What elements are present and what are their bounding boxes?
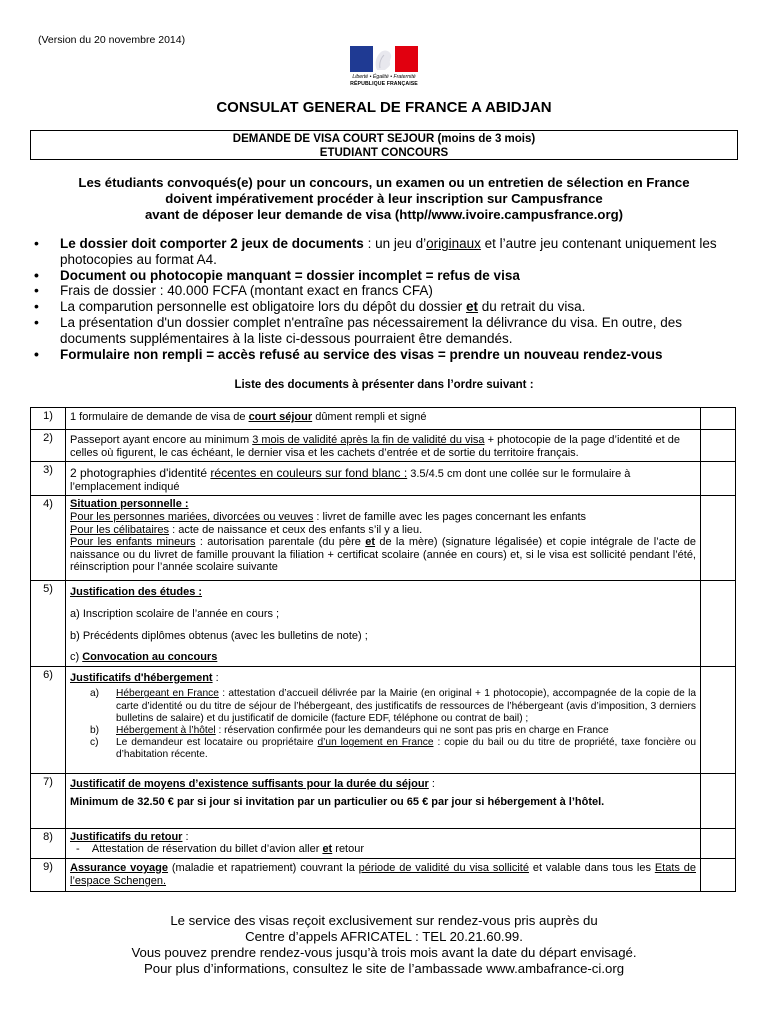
bullet-dossier-underline: originaux	[426, 236, 481, 251]
row-content	[66, 430, 701, 462]
row4-married-label: Pour les personnes mariées, divorcées ou veuves	[70, 510, 314, 523]
check-cell	[701, 773, 736, 828]
footer-line4: Pour plus d’informations, consultez le site de l’ambassade www.ambafrance-ci.org	[143, 961, 625, 976]
intro-line3: avant de déposer leur demande de visa (http//www.ivoire.campusfrance.org)	[144, 206, 624, 222]
check-cell	[701, 858, 736, 891]
row6-sublist	[70, 688, 696, 761]
check-cell	[701, 430, 736, 462]
bullet-comparution	[34, 299, 738, 315]
logo-republic: RÉPUBLIQUE FRANÇAISE	[350, 81, 418, 87]
row6-a-marker: a)	[90, 688, 100, 700]
list-item	[90, 737, 696, 761]
row7-title-colon: :	[428, 777, 435, 790]
row4-minor-et: et	[365, 536, 376, 549]
row8-et: et	[322, 843, 333, 856]
row-number: 6)	[31, 666, 66, 773]
list-item	[90, 725, 696, 737]
row-content	[66, 828, 701, 858]
footer-line1: Le service des visas reçoit exclusivement sur rendez-vous pris auprès du	[170, 913, 598, 928]
row6-c-marker: c)	[90, 737, 99, 749]
row6-b-marker: b)	[90, 724, 100, 736]
row1-text-b: dûment rempli et signé	[312, 411, 427, 423]
row-number: 7)	[31, 773, 66, 828]
row1-text-a: 1 formulaire de demande de visa de	[70, 411, 249, 423]
row8-title: Justificatifs du retour	[70, 830, 183, 843]
table-row	[31, 858, 736, 891]
bullet-dossier-bold: Le dossier doit comporter 2 jeux de documents	[60, 236, 364, 251]
row4-married-text: : livret de famille avec les pages concernant les enfants	[313, 510, 587, 523]
row5-item-c-prefix: c)	[70, 651, 83, 664]
bullet-comparution-text-b: du retrait du visa.	[478, 299, 586, 315]
table-row	[31, 581, 736, 666]
row6-title-colon: :	[212, 671, 219, 684]
republique-francaise-logo	[346, 44, 422, 96]
row4-single-label: Pour les célibataires	[70, 523, 170, 536]
row9-validity: période de validité du visa sollicité	[358, 861, 529, 874]
row6-a-text: : attestation d’accueil délivrée par la Mairie (en original + 1 photocopie), accompagnée de la copie de la carte d’identité ou du titre de séjour de l’hébergeant, des justificatifs de ressources de l’hébergeant (avis d’imposition, 3 derniers bulletins de salaire) et du justificatif de domicile (facture EDF, téléphone ou contrat de bail) ;	[116, 688, 696, 724]
row-number: 8)	[31, 828, 66, 858]
row5-title: Justification des études :	[70, 586, 203, 599]
table-row	[31, 496, 736, 581]
row-number: 3)	[31, 462, 66, 496]
check-cell	[701, 666, 736, 773]
row-content	[66, 462, 701, 496]
row-content	[66, 773, 701, 828]
row6-c-text-a: Le demandeur est locataire ou propriétaire	[116, 737, 318, 749]
row-content	[66, 858, 701, 891]
row3-text-b: 3.5/4.5 cm dont une collée sur le formulaire à l’emplacement indiqué	[70, 468, 631, 493]
intro-line2: doivent impérativement procéder à leur inscription sur Campusfrance	[165, 190, 603, 206]
row7-title: Justificatif de moyens d’existence suffisants pour la durée du séjour	[70, 777, 429, 790]
row5-item-c: Convocation au concours	[82, 651, 218, 664]
row5-item-b: b) Précédents diplômes obtenus (avec les bulletins de note) ;	[70, 629, 368, 642]
documents-table	[30, 407, 736, 892]
consulat-title: CONSULAT GENERAL DE FRANCE A ABIDJAN	[216, 99, 552, 116]
row4-single-text: : acte de naissance et ceux des enfants s’il y a lieu.	[169, 523, 423, 536]
row-content	[66, 496, 701, 581]
row-number: 9)	[31, 858, 66, 891]
row4-title: Situation personnelle :	[70, 498, 189, 511]
row2-text-a: Passeport ayant encore au minimum	[70, 434, 253, 446]
bullet-dossier	[34, 236, 738, 268]
documents-list-title: Liste des documents à présenter dans l’ordre suivant :	[234, 379, 534, 391]
check-cell	[701, 462, 736, 496]
intro-notice	[30, 175, 738, 222]
row6-title: Justificatifs d'hébergement	[70, 671, 213, 684]
table-row	[31, 828, 736, 858]
check-cell	[701, 581, 736, 666]
row8-text-b: retour	[332, 843, 365, 856]
row-number: 4)	[31, 496, 66, 581]
bullet-incomplet: • Document ou photocopie manquant = dossier incomplet = refus de visa	[34, 268, 738, 284]
footer-line2: Centre d’appels AFRICATEL : TEL 20.21.60.99.	[245, 929, 523, 944]
check-cell	[701, 828, 736, 858]
footer-info	[0, 913, 768, 977]
bullet-formulaire: • Formulaire non rempli = accès refusé au service des visas = prendre un nouveau rendez-vous	[34, 347, 738, 363]
table-row	[31, 773, 736, 828]
row3-text-a: 2 photographies d'identité	[70, 466, 211, 481]
row-content	[66, 581, 701, 666]
row9-text-a: (maladie et rapatriement) couvrant la	[168, 861, 359, 874]
bullet-dossier-text-b: et l’autre jeu contenant uniquement les photocopies au format A4.	[60, 236, 717, 267]
row2-underline: 3 mois de validité après la fin de validité du visa	[252, 434, 485, 446]
bullet-comparution-et: et	[466, 299, 479, 315]
check-cell	[701, 496, 736, 581]
requirements-list	[34, 236, 738, 362]
row-content	[66, 408, 701, 430]
list-item	[90, 688, 696, 725]
bullet-dossier-text-a: : un jeu d’	[363, 236, 427, 251]
row1-underline: court séjour	[248, 411, 313, 423]
bullet-frais: • Frais de dossier : 40.000 FCFA (montant exact en francs CFA)	[34, 283, 738, 299]
row4-minor-text-a: : autorisation parentale (du père	[195, 536, 366, 549]
logo-motto: Liberté • Égalité • Fraternité	[352, 74, 416, 80]
row-number: 1)	[31, 408, 66, 430]
intro-line1: Les étudiants convoqués(e) pour un concours, un examen ou un entretien de sélection en France	[78, 175, 690, 190]
bullet-presentation: • La présentation d'un dossier complet n'entraîne pas nécessairement la délivrance du visa. En outre, des documents supplémentaires à la liste ci-dessous pourraient être demandés.	[34, 315, 738, 347]
row9-text-b: et valable dans tous les	[528, 861, 655, 874]
row4-minor-label: Pour les enfants mineurs	[70, 536, 196, 549]
row2-text-b: + photocopie de la page d’identité et de celles où figurent, le cas échéant, le dernier visa et les cachets d’entrée et de sortie du territoire français.	[70, 434, 680, 459]
row9-title: Assurance voyage	[70, 861, 169, 874]
row5-item-a: a) Inscription scolaire de l’année en cours ;	[70, 607, 280, 620]
row6-b-text: : réservation confirmée pour les demandeurs qui ne sont pas pris en charge en France	[215, 724, 609, 736]
table-row	[31, 666, 736, 773]
table-row	[31, 462, 736, 496]
row4-minor-text-b: de la mère) (signature légalisée) et copie intégrale de l’acte de naissance ou du livret de famille prouvant la filiation + certificat scolaire (année en cours) et, si le visa est sollicité pendant l’été, réinscription pour l’année scolaire suivante	[70, 536, 697, 574]
table-row	[31, 408, 736, 430]
row7-text: Minimum de 32.50 € par si jour si invitation par un particulier ou 65 € par jour si hébergement à l’hôtel.	[70, 796, 605, 809]
check-cell	[701, 408, 736, 430]
demand-title-box	[30, 130, 738, 160]
row6-b-label: Hébergement à l’hôtel	[116, 724, 216, 736]
row3-underline: récentes en couleurs sur fond blanc :	[210, 466, 408, 481]
demand-title-line1: DEMANDE DE VISA COURT SEJOUR (moins de 3 mois)	[232, 133, 536, 145]
row8-marker: -	[76, 843, 80, 856]
row8-title-colon: :	[182, 830, 189, 843]
row6-c-label: d’un logement en France	[317, 737, 434, 749]
row8-text-a: Attestation de réservation du billet d’avion aller	[91, 843, 323, 856]
row6-c-text-b: : copie du bail ou du titre de propriété, taxe foncière ou d’habitation récente.	[116, 737, 696, 761]
footer-line3: Vous pouvez prendre rendez-vous jusqu’à trois mois avant la date du départ envisagé.	[131, 945, 637, 960]
row-number: 2)	[31, 430, 66, 462]
version-note: (Version du 20 novembre 2014)	[38, 34, 186, 46]
row-number: 5)	[31, 581, 66, 666]
marianne-flag-icon	[350, 46, 418, 72]
row9-schengen: Etats de l’espace Schengen.	[70, 861, 696, 887]
table-row	[31, 430, 736, 462]
row6-a-label: Hébergeant en France	[116, 688, 219, 700]
row-content	[66, 666, 701, 773]
demand-title-line2: ETUDIANT CONCOURS	[319, 147, 449, 159]
bullet-comparution-text-a: La comparution personnelle est obligatoire lors du dépôt du dossier	[60, 299, 467, 315]
